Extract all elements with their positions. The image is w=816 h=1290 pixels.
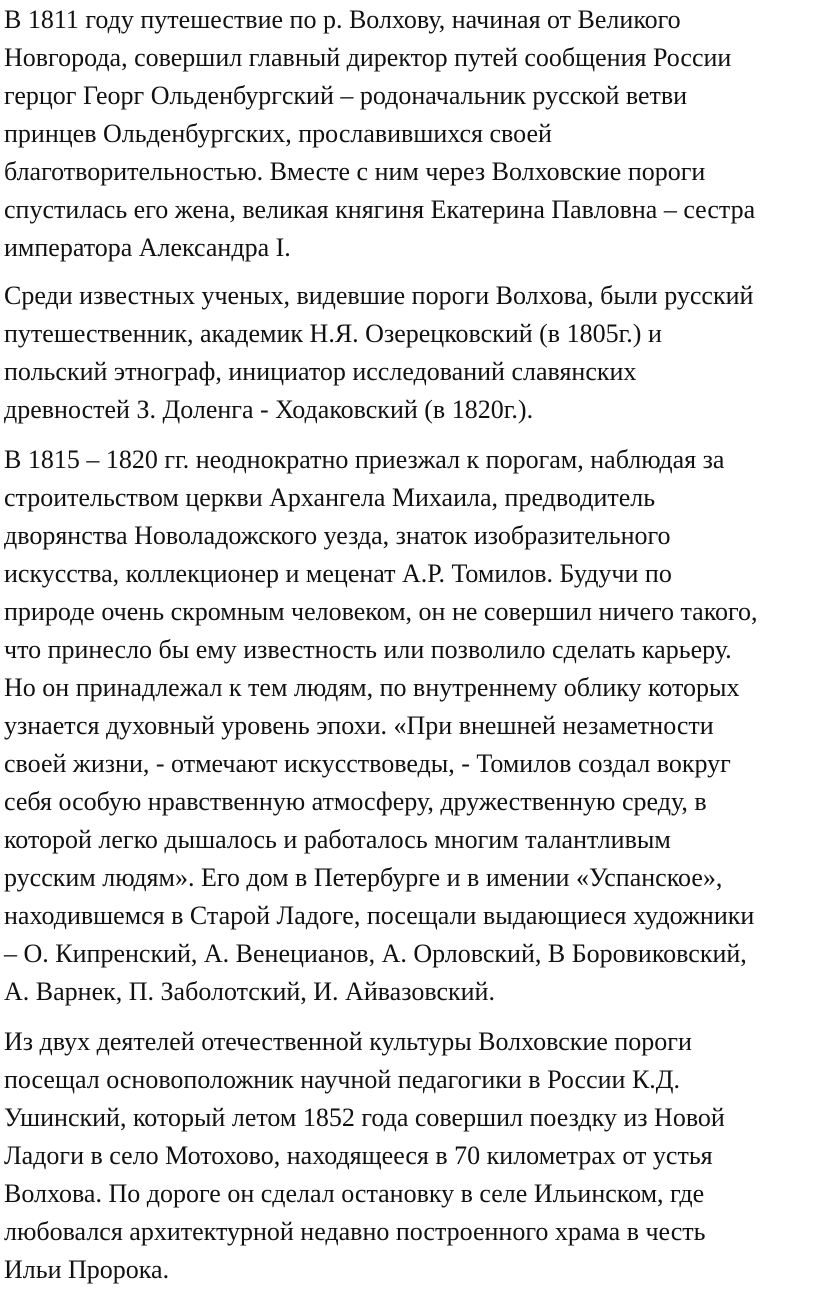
text-line: императора Александра I.: [4, 233, 291, 262]
text-line: древностей З. Доленга - Ходаковский (в 1820г.).: [4, 395, 534, 424]
text-line: посещал основоположник научной педагогики в России К.Д.: [4, 1065, 681, 1094]
text-line: которой легко дышалось и работалось многим талантливым: [4, 825, 671, 854]
text-line: В 1811 году путешествие по р. Волхову, начиная от Великого: [4, 5, 681, 34]
text-line: Среди известных ученых, видевшие пороги Волхова, были русский: [4, 281, 754, 310]
paragraph-2: [4, 277, 816, 429]
text-line: строительством церкви Архангела Михаила, предводитель: [4, 483, 656, 512]
text-line: Новгорода, совершил главный директор путей сообщения России: [4, 43, 732, 72]
text-line: А. Варнек, П. Заболотский, И. Айвазовский.: [4, 977, 495, 1006]
text-line: природе очень скромным человеком, он не совершил ничего такого,: [4, 597, 758, 626]
text-line: узнается духовный уровень эпохи. «При внешней незаметности: [4, 711, 714, 740]
text-line: своей жизни, - отмечают искусствоведы, - Томилов создал вокруг: [4, 749, 731, 778]
text-line: благотворительностью. Вместе с ним через Волховские пороги: [4, 157, 706, 186]
text-line: любовался архитектурной недавно построенного храма в честь: [4, 1217, 706, 1246]
text-line: Волхова. По дороге он сделал остановку в селе Ильинском, где: [4, 1179, 705, 1208]
text-line: герцог Георг Ольденбургский – родоначальник русской ветви: [4, 81, 688, 110]
paragraph-1: [4, 0, 816, 267]
text-line: искусства, коллекционер и меценат А.Р. Томилов. Будучи по: [4, 559, 672, 588]
text-line: что принесло бы ему известность или позволило сделать карьеру.: [4, 635, 732, 664]
text-line: Ильи Пророка.: [4, 1255, 170, 1284]
paragraph-4: [4, 1023, 816, 1289]
text-line: русским людям». Его дом в Петербурге и в имении «Успанское»,: [4, 863, 723, 892]
text-line: Но он принадлежал к тем людям, по внутреннему облику которых: [4, 673, 740, 702]
text-line: В 1815 – 1820 гг. неоднократно приезжал к порогам, наблюдая за: [4, 445, 725, 474]
text-line: Из двух деятелей отечественной культуры Волховские пороги: [4, 1027, 692, 1056]
text-line: – О. Кипренский, А. Венецианов, А. Орловский, В Боровиковский,: [4, 939, 747, 968]
text-line: Ладоги в село Мотохово, находящееся в 70 километрах от устья: [4, 1141, 713, 1170]
text-line: Ушинский, который летом 1852 года совершил поездку из Новой: [4, 1103, 725, 1132]
text-line: спустилась его жена, великая княгиня Екатерина Павловна – сестра: [4, 195, 756, 224]
text-line: находившемся в Старой Ладоге, посещали выдающиеся художники: [4, 901, 755, 930]
text-line: принцев Ольденбургских, прославившихся своей: [4, 119, 552, 148]
text-line: себя особую нравственную атмосферу, дружественную среду, в: [4, 787, 707, 816]
paragraph-3: [4, 441, 816, 1011]
text-line: путешественник, академик Н.Я. Озерецковский (в 1805г.) и: [4, 319, 662, 348]
text-line: дворянства Новоладожского уезда, знаток изобразительного: [4, 521, 671, 550]
text-line: польский этнограф, инициатор исследований славянских: [4, 357, 637, 386]
